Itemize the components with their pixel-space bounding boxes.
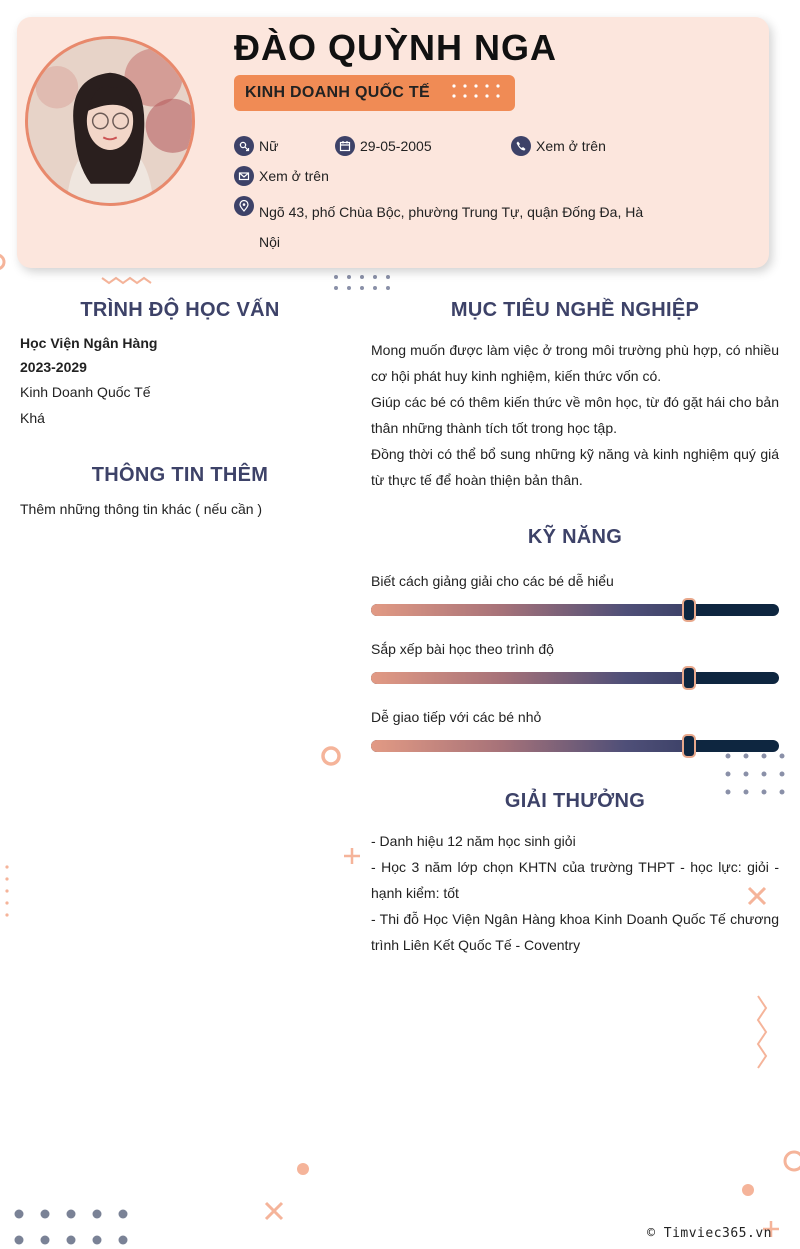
skill-bar-handle bbox=[682, 666, 696, 690]
skill-bar bbox=[371, 740, 779, 752]
skill-bar-handle bbox=[682, 598, 696, 622]
address-value: Ngõ 43, phố Chùa Bộc, phường Trung Tự, quận Đống Đa, Hà Nội bbox=[259, 204, 644, 250]
decor-ring-bottom-right bbox=[780, 1148, 800, 1174]
phone-value[interactable]: Xem ở trên bbox=[536, 138, 606, 154]
decor-zigzag-top bbox=[100, 274, 154, 286]
objective-paragraph: Giúp các bé có thêm kiến thức về môn học, từ đó gặt hái cho bản thân những thành tích tốt trong học tập. bbox=[371, 394, 779, 436]
address-row bbox=[234, 196, 259, 216]
job-title-badge bbox=[234, 75, 515, 111]
extra-info-heading: THÔNG TIN THÊM bbox=[91, 464, 269, 486]
decor-dots-pill bbox=[451, 82, 503, 102]
education-heading: TRÌNH ĐỘ HỌC VẤN bbox=[80, 299, 280, 321]
education-years: 2023-2029 bbox=[20, 359, 87, 375]
avatar bbox=[25, 36, 195, 206]
decor-dots-left-vertical bbox=[3, 862, 11, 922]
skill-bar-fill bbox=[371, 672, 689, 684]
decor-zigzag-right bbox=[754, 994, 770, 1072]
skill-label: Biết cách giảng giải cho các bé dễ hiểu bbox=[371, 573, 614, 589]
award-item: - Danh hiệu 12 năm học sinh giỏi bbox=[371, 833, 576, 849]
skill-bar-fill bbox=[371, 740, 689, 752]
birthday-value: 29-05-2005 bbox=[360, 138, 432, 154]
objective-paragraph: Mong muốn được làm việc ở trong môi trường phù hợp, có nhiều cơ hội phát huy kinh nghiệm, kiến thức vốn có. bbox=[371, 342, 779, 384]
decor-ring-mid bbox=[319, 744, 343, 768]
education-grade: Khá bbox=[20, 410, 45, 426]
extra-info-text: Thêm những thông tin khác ( nếu cần ) bbox=[20, 501, 263, 517]
location-pin-icon bbox=[234, 196, 254, 216]
skill-bar bbox=[371, 604, 779, 616]
decor-x-bottom bbox=[263, 1200, 285, 1222]
skills-heading: KỸ NĂNG bbox=[527, 526, 623, 548]
education-school: Học Viện Ngân Hàng bbox=[20, 335, 158, 351]
skill-bar-fill bbox=[371, 604, 689, 616]
skill-label: Sắp xếp bài học theo trình độ bbox=[371, 641, 554, 657]
calendar-icon bbox=[335, 136, 355, 156]
decor-plus-mid bbox=[342, 846, 362, 866]
gender-row bbox=[234, 136, 278, 156]
award-item: - Học 3 năm lớp chọn KHTN của trường THPT - học lực: giỏi - hạnh kiểm: tốt bbox=[371, 859, 779, 901]
awards-heading: GIẢI THƯỞNG bbox=[504, 790, 646, 812]
gender-icon bbox=[234, 136, 254, 156]
birthday-row bbox=[335, 136, 432, 156]
decor-dot-bottom-2 bbox=[741, 1183, 755, 1197]
footer-watermark: © Timviec365.vn bbox=[647, 1226, 772, 1241]
email-value[interactable]: Xem ở trên bbox=[259, 168, 329, 184]
email-icon bbox=[234, 166, 254, 186]
decor-dot-bottom-1 bbox=[296, 1162, 310, 1176]
skill-label: Dễ giao tiếp với các bé nhỏ bbox=[371, 709, 542, 725]
phone-icon bbox=[511, 136, 531, 156]
awards-list bbox=[371, 828, 779, 958]
phone-row bbox=[511, 136, 606, 156]
skill-bar bbox=[371, 672, 779, 684]
education-major: Kinh Doanh Quốc Tế bbox=[20, 384, 151, 400]
objective-text bbox=[371, 337, 779, 493]
decor-ring-left bbox=[0, 252, 12, 272]
skill-bar-handle bbox=[682, 734, 696, 758]
job-title: KINH DOANH QUỐC TẾ bbox=[245, 84, 430, 101]
award-item: - Thi đỗ Học Viện Ngân Hàng khoa Kinh Doanh Quốc Tế chương trình Liên Kết Quốc Tế - Coventry bbox=[371, 911, 779, 953]
decor-dots-bottom-left bbox=[10, 1205, 134, 1249]
gender-value: Nữ bbox=[259, 138, 279, 154]
candidate-name: ĐÀO QUỲNH NGA bbox=[234, 27, 558, 68]
email-row bbox=[234, 166, 329, 186]
objective-heading: MỤC TIÊU NGHỀ NGHIỆP bbox=[450, 299, 700, 321]
objective-paragraph: Đồng thời có thể bổ sung những kỹ năng và kinh nghiệm quý giá từ thực tế để hoàn thiện bản thân. bbox=[371, 446, 779, 488]
